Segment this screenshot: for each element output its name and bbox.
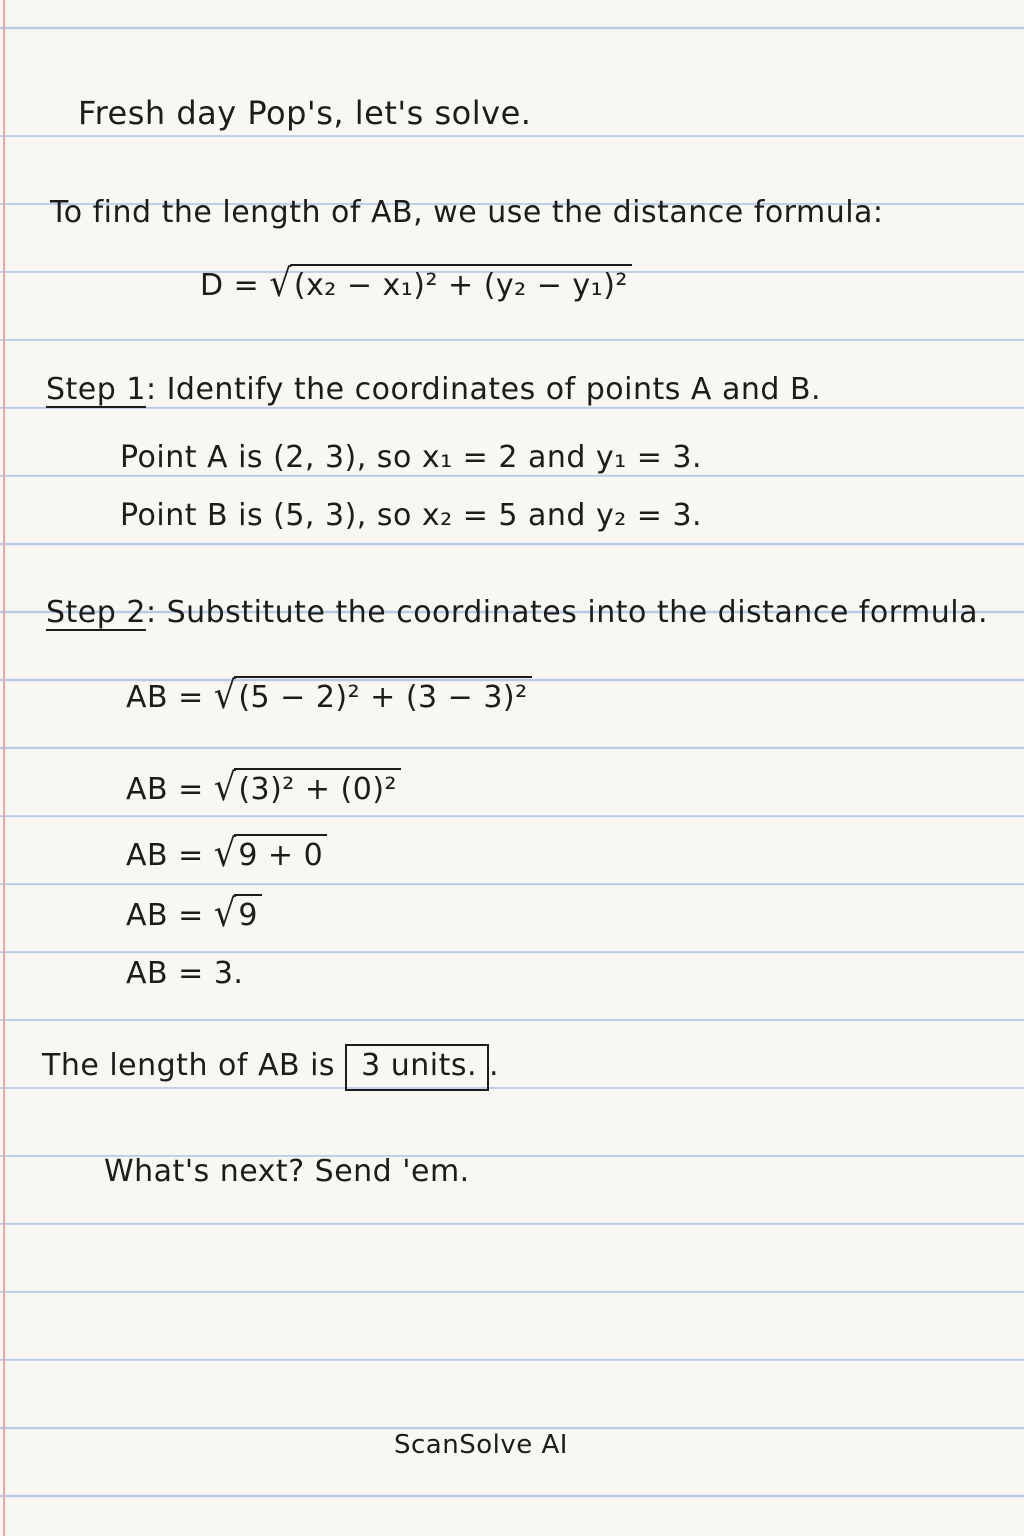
step1-label: Step 1 <box>46 372 146 407</box>
sqrt-icon: √ <box>213 892 237 936</box>
line4-lhs: AB = <box>126 898 204 933</box>
line3-lhs: AB = <box>126 838 204 873</box>
step1-point-b: Point B is (5, 3), so x₂ = 5 and y₂ = 3. <box>120 498 703 533</box>
line4-sqrt <box>214 894 262 934</box>
line2-sqrt <box>214 768 401 808</box>
line1-sqrt <box>214 676 532 716</box>
line3-sqrt <box>214 834 327 874</box>
greeting-text: Fresh day Pop's, let's solve. <box>78 94 532 132</box>
line4-radicand: 9 <box>234 894 262 933</box>
distance-formula <box>200 264 632 304</box>
sqrt-icon: √ <box>213 832 237 876</box>
intro-text: To find the length of AB, we use the distance formula: <box>50 195 884 230</box>
sqrt-icon: √ <box>269 262 292 306</box>
line2-lhs: AB = <box>126 772 204 807</box>
step2-line-5: AB = 3. <box>126 956 244 991</box>
step1-point-a: Point A is (2, 3), so x₁ = 2 and y₁ = 3. <box>120 440 703 475</box>
conclusion <box>42 1044 499 1091</box>
sqrt-icon: √ <box>213 674 237 718</box>
conclusion-suffix: . <box>489 1048 500 1083</box>
step2-line-4 <box>126 894 262 934</box>
step2-label: Step 2 <box>46 595 146 630</box>
conclusion-prefix: The length of AB is <box>42 1048 336 1083</box>
formula-lhs: D = <box>200 268 260 303</box>
step2-line-2 <box>126 768 401 808</box>
step2-heading <box>46 595 988 630</box>
formula-radicand: (x₂ − x₁)² + (y₂ − y₁)² <box>290 264 632 303</box>
footer-brand: ScanSolve AI <box>394 1430 568 1460</box>
step2-text: : Substitute the coordinates into the distance formula. <box>145 595 989 630</box>
sqrt-icon: √ <box>213 766 237 810</box>
line1-lhs: AB = <box>126 680 204 715</box>
step2-line-3 <box>126 834 327 874</box>
step1-heading <box>46 372 821 407</box>
line1-radicand: (5 − 2)² + (3 − 3)² <box>234 676 531 715</box>
line3-radicand: 9 + 0 <box>234 834 327 873</box>
step2-line-1 <box>126 676 532 716</box>
formula-sqrt <box>269 264 632 304</box>
answer-box: 3 units. <box>345 1044 489 1091</box>
margin-line <box>3 0 5 1536</box>
step1-text: : Identify the coordinates of points A and B. <box>145 372 822 407</box>
closing-text: What's next? Send 'em. <box>104 1154 470 1189</box>
line2-radicand: (3)² + (0)² <box>234 768 401 807</box>
